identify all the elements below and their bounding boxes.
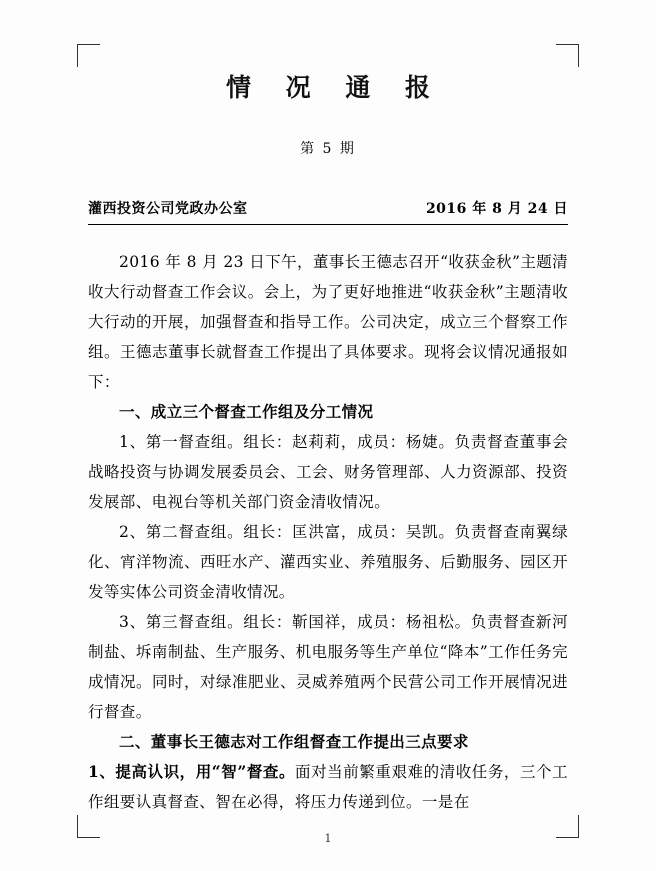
document-meta: [88, 198, 568, 222]
section-heading-one: 一、成立三个督查工作组及分工情况: [119, 402, 374, 421]
page-title: 情 况 通 报: [225, 73, 444, 102]
page-number: 1: [324, 832, 332, 845]
issue-number: 第 5 期: [300, 141, 356, 157]
paragraph-intro: 2016 年 8 月 23 日下午，董事长王德志召开“收获金秋”主题清收大行动督查工作会议。会上，为了更好地推进“收获金秋”主题清收大行动的开展，加强督查和指导工作。公司决定，成立三个督察工作组。王德志董事长就督查工作提出了具体要求。现将会议情况通报如下：: [88, 253, 569, 391]
paragraph-group-three: 3、第三督查组。组长：靳国祥，成员：杨祖松。负责督查新河制盐、坼南制盐、生产服务、机电服务等生产单位“降本”工作任务完成情况。同时，对绿准肥业、灵威养殖两个民营公司工作开展情况进行督查。: [88, 613, 568, 721]
section-heading-two: 二、董事长王德志对工作组督查工作提出三点要求: [119, 732, 469, 751]
paragraph-group-one: 1、第一督查组。组长：赵莉莉，成员：杨婕。负责督查董事会战略投资与协调发展委员会、工会、财务管理部、人力资源部、投资发展部、电视台等机关部门资金清收情况。: [88, 433, 568, 511]
requirement-one-lead: 1、提高认识，用“智”督查。: [88, 762, 296, 781]
issuing-unit: 灌西投资公司党政办公室: [88, 201, 248, 217]
paragraph-group-two: 2、第二督查组。组长：匡洪富，成员：吴凯。负责督查南翼绿化、宵洋物流、西旺水产、灌西实业、养殖服务、后勤服务、园区开发等实体公司资金清收情况。: [88, 523, 568, 601]
document-content: [88, 52, 568, 817]
issue-date: 2016 年 8 月 24 日: [425, 201, 568, 217]
paragraph-requirement-one: [88, 757, 568, 817]
header-divider: [88, 224, 568, 225]
requirement-one-body: 面对当前繁重艰难的清收任务，三个工作组要认真督查、智在必得，将压力传递到位。一是在: [88, 763, 568, 811]
